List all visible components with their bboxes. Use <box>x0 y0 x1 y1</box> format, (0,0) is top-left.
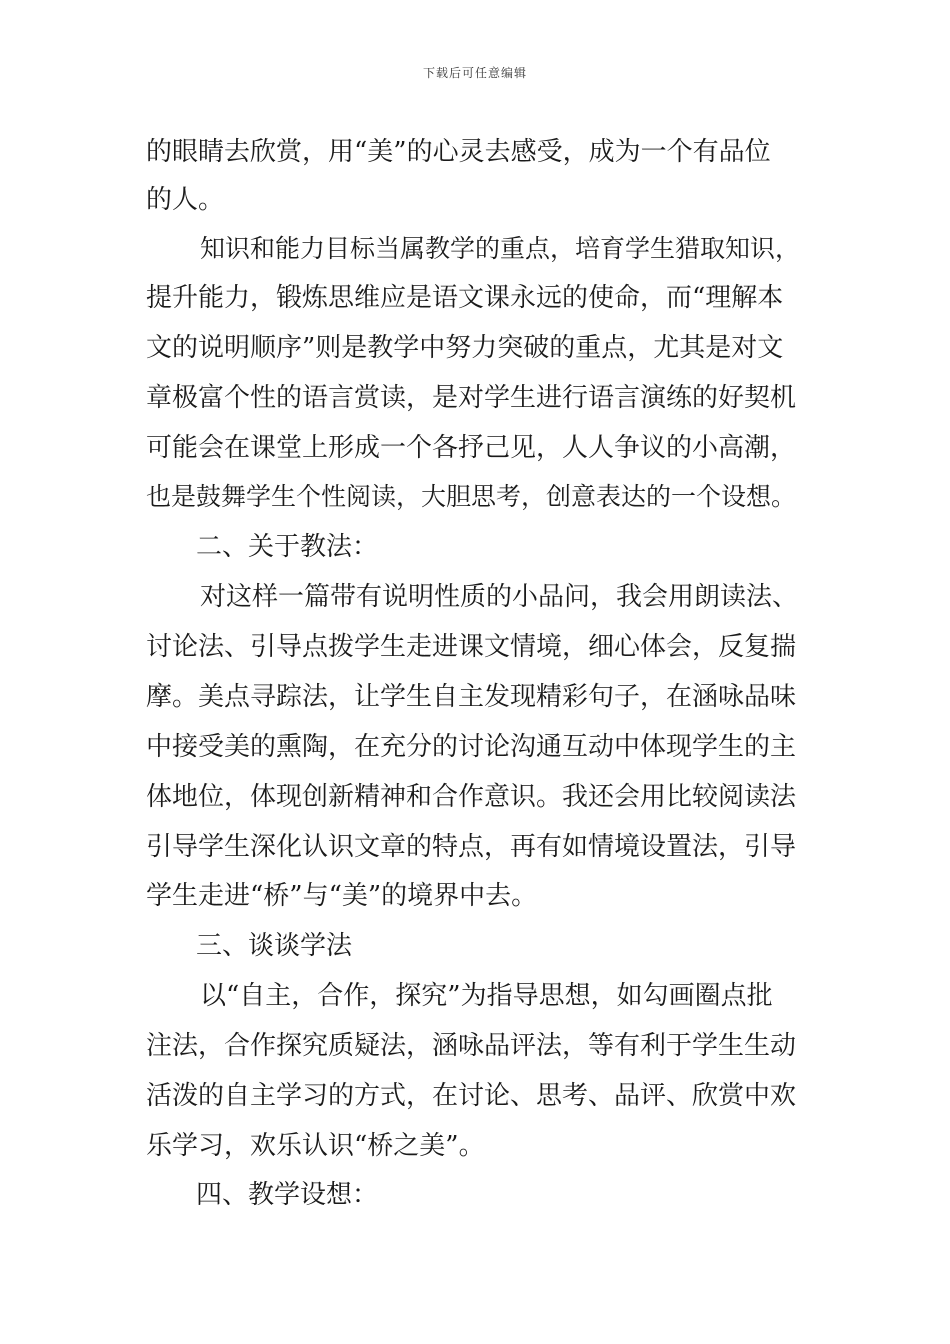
paragraph-first-line: 对这样一篇带有说明性质的小品问，我会用朗读法、 <box>200 582 799 612</box>
text-line: 讨论法、引导点拨学生走进课文情境，细心体会，反复揣 <box>146 632 797 662</box>
section-heading-teaching-plan: 四、教学设想： <box>196 1180 379 1210</box>
text-line: 乐学习，欢乐认识“桥之美”。 <box>146 1131 485 1161</box>
text-line: 也是鼓舞学生个性阅读，大胆思考，创意表达的一个设想。 <box>146 482 797 511</box>
text-line: 体地位，体现创新精神和合作意识。我还会用比较阅读法 <box>146 782 797 812</box>
section-heading-teaching-methods: 二、关于教法： <box>196 532 379 562</box>
text-line: 引导学生深化认识文章的特点，再有如情境设置法，引导 <box>146 832 797 862</box>
text-line: 摩。美点寻踪法，让学生自主发现精彩句子，在涵咏品味 <box>146 682 797 712</box>
text-line: 注法，合作探究质疑法，涵咏品评法，等有利于学生生动 <box>146 1031 797 1061</box>
section-heading-learning-methods: 三、谈谈学法 <box>196 931 353 961</box>
text-line: 中接受美的熏陶，在充分的讨论沟通互动中体现学生的主 <box>146 732 797 762</box>
text-line: 可能会在课堂上形成一个各抒己见，人人争议的小高潮， <box>146 433 797 463</box>
text-line: 活泼的自主学习的方式，在讨论、思考、品评、欣赏中欢 <box>146 1081 797 1111</box>
text-line: 文的说明顺序”则是教学中努力突破的重点，尤其是对文 <box>146 333 784 363</box>
text-line: 的人。 <box>146 185 225 215</box>
paragraph-first-line: 知识和能力目标当属教学的重点，培育学生猎取知识， <box>200 234 801 263</box>
page-header: 下载后可任意编辑 <box>422 66 527 80</box>
text-line: 的眼睛去欣赏，用“美”的心灵去感受，成为一个有品位 <box>146 137 771 167</box>
text-line: 章极富个性的语言赏读，是对学生进行语言演练的好契机 <box>146 383 797 413</box>
text-line: 学生走进“桥”与“美”的境界中去。 <box>146 881 538 911</box>
text-line: 提升能力，锻炼思维应是语文课永远的使命，而“理解本 <box>146 283 784 313</box>
paragraph-first-line: 以“自主，合作，探究”为指导思想，如勾画圈点批 <box>200 981 773 1011</box>
